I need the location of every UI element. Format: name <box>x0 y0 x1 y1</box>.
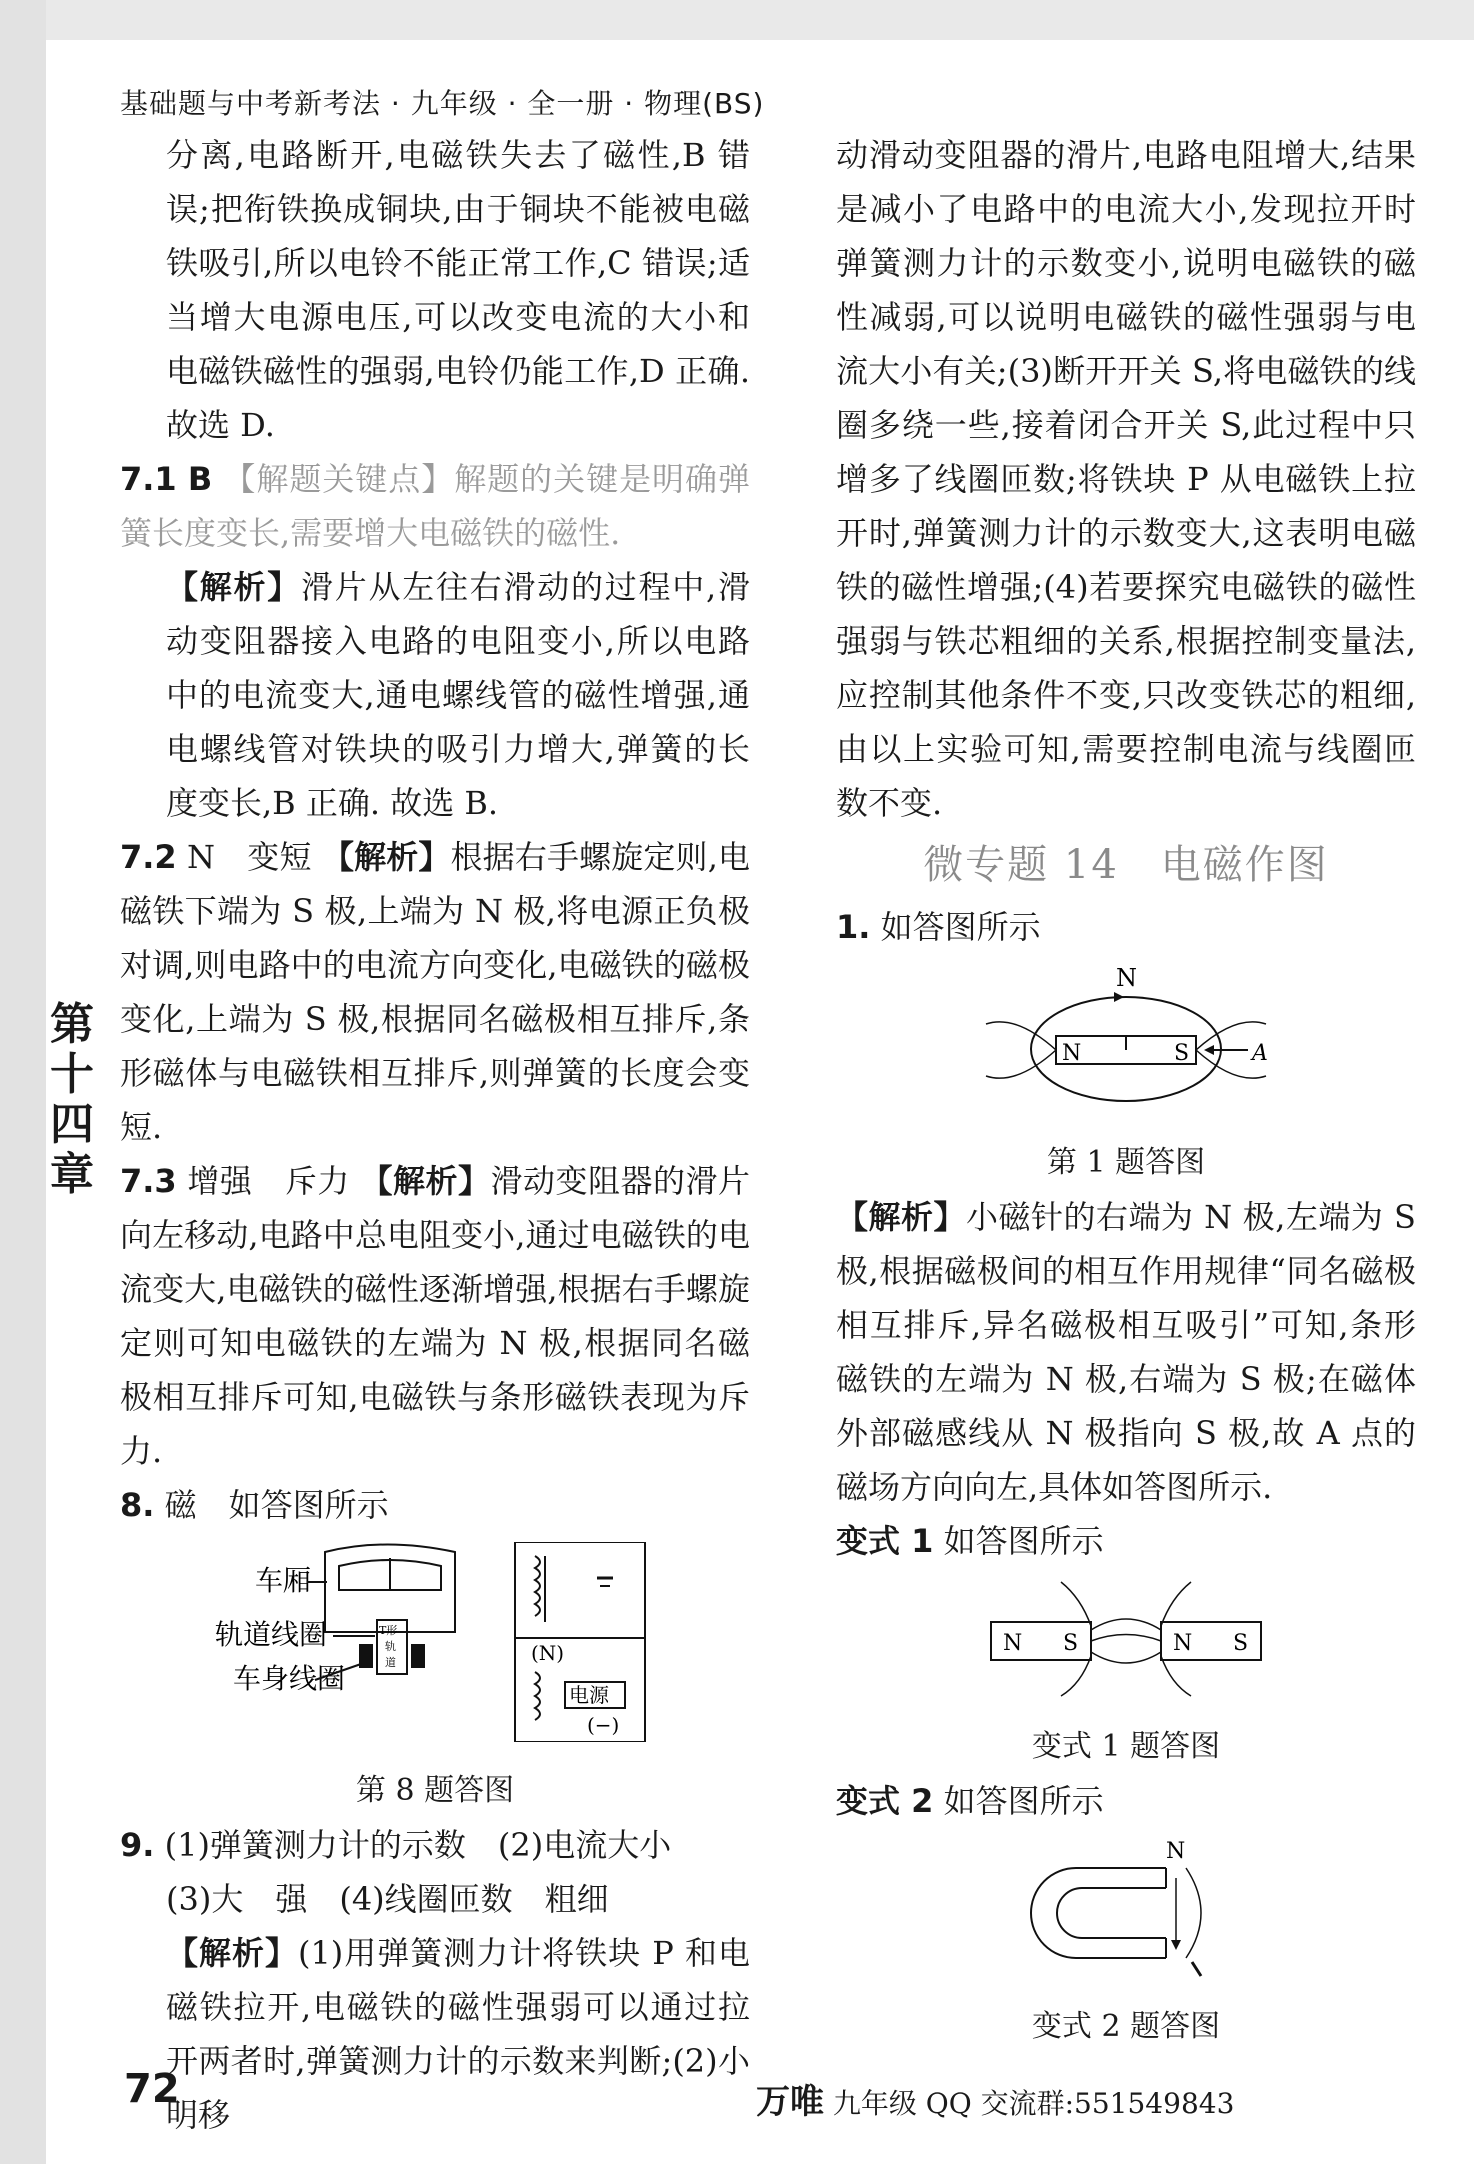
field-line <box>1091 1635 1161 1642</box>
label-power: 电源 <box>569 1683 609 1707</box>
answer: 如答图所示 <box>943 1782 1104 1820</box>
field-line <box>1091 1619 1161 1630</box>
variant-2 <box>836 1774 1416 1828</box>
field-line <box>1186 1868 1201 1958</box>
answer: 如答图所示 <box>880 908 1041 946</box>
analysis-9 <box>120 1926 750 2142</box>
chapter-tab-char: 第 <box>50 999 94 1050</box>
answer: 磁 如答图所示 <box>164 1486 389 1524</box>
lower-coil <box>535 1672 540 1720</box>
chapter-tab-char: 四 <box>50 1099 94 1150</box>
label-t2: 轨 <box>385 1640 396 1653</box>
field-line <box>1161 1582 1191 1626</box>
chapter-tab-char: 章 <box>50 1149 94 1200</box>
field-arrow <box>1171 1940 1181 1950</box>
section-title: 微专题 14 电磁作图 <box>923 842 1329 888</box>
question-number: 9. <box>120 1826 155 1864</box>
figure-8 <box>120 1542 750 1758</box>
figure-1-caption: 第 1 题答图 <box>1046 1145 1206 1180</box>
label-u-n: N <box>1166 1839 1186 1864</box>
figure-8-caption: 第 8 题答图 <box>355 1773 515 1808</box>
right-column <box>836 128 1416 2054</box>
chapter-tab <box>46 1000 98 1200</box>
answer-line: (1)弹簧测力计的示数 (2)电流大小 <box>164 1826 672 1864</box>
label-body-coil: 车身线圈 <box>233 1662 346 1695</box>
coil-block <box>411 1644 425 1668</box>
upper-coil <box>535 1556 540 1616</box>
label-magnet-n: N <box>1062 1041 1082 1066</box>
analysis-7-1 <box>120 560 750 830</box>
label-s1: S <box>1063 1631 1079 1656</box>
brand-logo: 万唯 <box>756 2082 824 2122</box>
variant-1 <box>836 1514 1416 1568</box>
analysis-text: (1)用弹簧测力计将铁块 P 和电磁铁拉开,电磁铁的磁性强弱可以通过拉开两者时,弹簧测力计的示数来判断;(2)小明移 <box>166 1934 750 2134</box>
question-number: 7.2 <box>120 838 177 876</box>
label-carriage: 车厢 <box>255 1564 312 1597</box>
footer-text: 九年级 QQ 交流群:551549843 <box>832 2087 1235 2120</box>
figure-variant-2-caption: 变式 2 题答图 <box>1031 2009 1221 2044</box>
field-line <box>1061 1582 1091 1626</box>
u-magnet-outer <box>1031 1868 1166 1958</box>
label-t: T形 <box>379 1624 398 1637</box>
analysis-label: 【解析】 <box>360 1162 491 1200</box>
analysis-label: 【解析】 <box>166 568 302 606</box>
figure-1 <box>836 964 1416 1130</box>
running-header: 基础题与中考新考法 · 九年级 · 全一册 · 物理(BS) <box>120 87 765 120</box>
field-line <box>986 1022 1056 1050</box>
label-track-coil: 轨道线圈 <box>215 1618 328 1651</box>
bar-magnet-diagram <box>976 964 1276 1114</box>
label-n: (N) <box>531 1641 565 1665</box>
question-8 <box>120 1478 750 1532</box>
u-magnet-inner <box>1057 1888 1166 1938</box>
question-9 <box>120 1818 750 1872</box>
variant-label: 变式 2 <box>836 1782 934 1820</box>
field-line <box>1061 1656 1091 1696</box>
footer-brand <box>756 2074 1234 2123</box>
u-magnet-diagram <box>1016 1838 1236 1978</box>
field-arrow <box>1114 992 1124 1002</box>
question-number: 7.1 <box>120 460 177 498</box>
label-minus: (−) <box>587 1713 620 1737</box>
scan-left-edge <box>0 0 46 2164</box>
field-line <box>1091 1652 1161 1663</box>
question-number: 7.3 <box>120 1162 177 1200</box>
variant-label: 变式 1 <box>836 1522 934 1560</box>
continued-paragraph: 动滑动变阻器的滑片,电路电阻增大,结果是减小了电路中的电流大小,发现拉开时弹簧测力计的示数变小,说明电磁铁的磁性减弱,可以说明电磁铁的磁性强弱与电流大小有关;(3)断开开关 S,将电磁铁的线圈多绕一些,接着闭合开关 S,此过程中只增多了线圈匝数;将铁块 P 从电磁铁上拉开时,弹簧测力计的示数变大,这表明电磁铁的磁性增强;(4)若要探究电磁铁的磁性强弱与铁芯粗细的关系,根据控制变量法,应控制其他条件不变,只改变铁芯的粗细,由以上实验可知,需要控制电流与线圈匝数不变. <box>836 136 1416 822</box>
compass-needle <box>1192 1962 1201 1976</box>
answer: N 变短 <box>187 838 312 876</box>
maglev-diagram <box>215 1542 655 1742</box>
label-t3: 道 <box>385 1656 396 1669</box>
answer: 增强 斥力 <box>187 1162 350 1200</box>
page-number: 72 <box>124 2066 180 2112</box>
figure-variant-1-caption: 变式 1 题答图 <box>1031 1729 1221 1764</box>
two-magnets-diagram <box>981 1578 1271 1698</box>
analysis-label: 【解析】 <box>166 1934 298 1972</box>
a-arrowhead <box>1204 1045 1214 1055</box>
field-line <box>1161 1656 1191 1696</box>
key-point: 【解题关键点】解题的关键是明确弹簧长度变长,需要增大电磁铁的磁性. <box>120 460 751 552</box>
label-s2: S <box>1233 1631 1249 1656</box>
answer: 如答图所示 <box>943 1522 1104 1560</box>
answer: B <box>187 460 213 498</box>
figure-variant-1 <box>836 1578 1416 1714</box>
question-7-2 <box>120 830 750 1154</box>
label-magnet-s: S <box>1174 1041 1190 1066</box>
label-needle-n: N <box>1116 964 1137 992</box>
label-n1: N <box>1003 1631 1023 1656</box>
analysis-text: 小磁针的右端为 N 极,左端为 S 极,根据磁极间的相互作用规律“同名磁极相互排斥,异名磁极相互吸引”可知,条形磁铁的左端为 N 极,右端为 S 极;在磁体外部磁感线从 N 极指向 S 极,故 A 点的磁场方向向左,具体如答图所示. <box>836 1198 1416 1506</box>
analysis-text: 滑动变阻器的滑片向左移动,电路中总电阻变小,通过电磁铁的电流变大,电磁铁的磁性逐渐增强,根据右手螺旋定则可知电磁铁的左端为 N 极,根据同名磁极相互排斥可知,电磁铁与条形磁铁表现为斥力. <box>120 1162 750 1470</box>
chapter-tab-char: 十 <box>50 1049 94 1100</box>
label-a: A <box>1252 1041 1268 1066</box>
analysis-1 <box>836 1190 1416 1514</box>
question-7-3 <box>120 1154 750 1478</box>
left-column <box>120 128 750 2142</box>
analysis-text: 滑片从左往右滑动的过程中,滑动变阻器接入电路的电阻变小,所以电路中的电流变大,通电螺线管的磁性增强,通电螺线管对铁块的吸引力增大,弹簧的长度变长,B 正确. 故选 B. <box>166 568 750 822</box>
question-1 <box>836 900 1416 954</box>
scan-top-edge <box>0 0 1474 40</box>
analysis-label: 【解析】 <box>321 838 451 876</box>
question-number: 8. <box>120 1486 155 1524</box>
field-line <box>986 1050 1056 1078</box>
figure-variant-2 <box>836 1838 1416 1994</box>
continued-paragraph: 分离,电路断开,电磁铁失去了磁性,B 错误;把衔铁换成铜块,由于铜块不能被电磁铁吸引,所以电铃不能正常工作,C 错误;适当增大电源电压,可以改变电流的大小和电磁铁磁性的强弱,电铃仍能工作,D 正确. 故选 D. <box>166 136 750 444</box>
analysis-text: 根据右手螺旋定则,电磁铁下端为 S 极,上端为 N 极,将电源正负极对调,则电路中的电流方向变化,电磁铁的磁极变化,上端为 S 极,根据同名磁极相互排斥,条形磁体与电磁铁相互排斥,则弹簧的长度会变短. <box>120 838 751 1146</box>
coil-block <box>359 1644 373 1668</box>
question-7-1 <box>120 452 750 560</box>
answer-line-2: (3)大 强 (4)线圈匝数 粗细 <box>166 1880 609 1918</box>
label-n2: N <box>1173 1631 1193 1656</box>
question-number: 1. <box>836 908 871 946</box>
analysis-label: 【解析】 <box>836 1198 966 1236</box>
